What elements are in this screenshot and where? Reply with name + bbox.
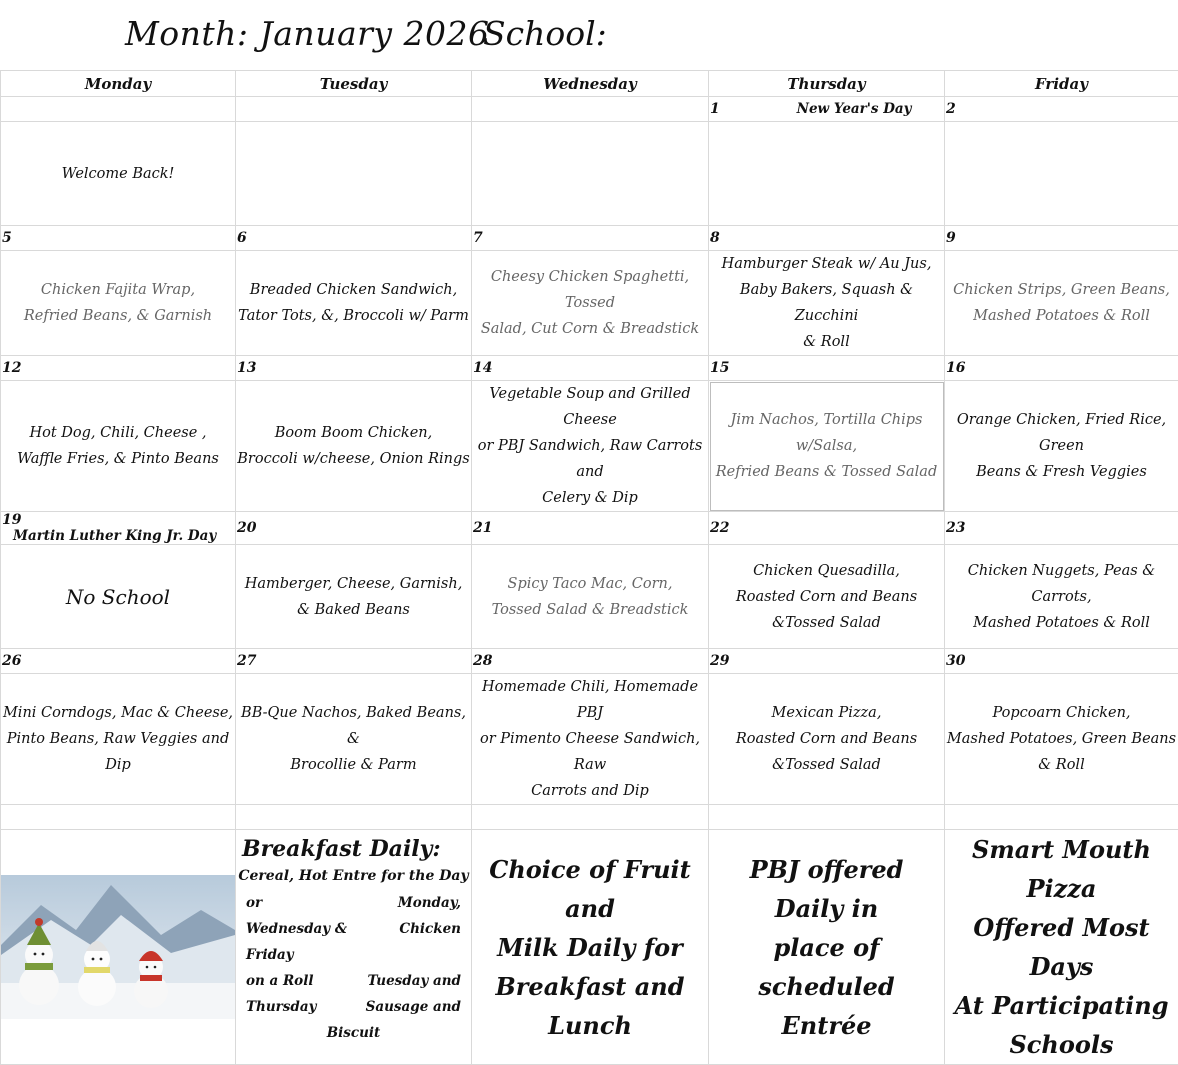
menu-line: or Pimento Cheese Sandwich, Raw bbox=[472, 726, 708, 778]
date-cell bbox=[709, 226, 945, 251]
menu-cell bbox=[945, 381, 1178, 512]
date-cell bbox=[236, 512, 472, 545]
menu-cell bbox=[472, 545, 709, 649]
date-cell bbox=[1, 356, 236, 381]
menu-line: Salad, Cut Corn & Breadstick bbox=[472, 316, 708, 342]
breakfast-text: Chicken bbox=[354, 916, 462, 968]
note-line: Entrée bbox=[715, 1006, 938, 1045]
date-number: 23 bbox=[945, 520, 965, 536]
breakfast-subtitle: Cereal, Hot Entre for the Day bbox=[236, 868, 471, 884]
note-line: Breakfast and Lunch bbox=[478, 967, 702, 1045]
menu-line: Beans & Fresh Veggies bbox=[945, 459, 1178, 485]
date-number: 8 bbox=[709, 230, 720, 246]
menu-line: Cheesy Chicken Spaghetti, Tossed bbox=[472, 264, 708, 316]
menu-cell bbox=[709, 674, 945, 805]
holiday-label: New Year's Day bbox=[797, 101, 912, 117]
date-number: 13 bbox=[236, 360, 256, 376]
spacer-cell bbox=[236, 805, 472, 830]
menu-cell bbox=[1, 674, 236, 805]
menu-line: Jim Nachos, Tortilla Chips w/Salsa, bbox=[709, 407, 944, 459]
breakfast-title: Breakfast Daily: bbox=[236, 836, 471, 862]
no-school-message: No School bbox=[1, 545, 236, 649]
menu-row bbox=[1, 122, 1178, 226]
menu-line: &Tossed Salad bbox=[709, 752, 944, 778]
menu-cell bbox=[1, 251, 236, 356]
date-cell bbox=[945, 356, 1178, 381]
date-number: 27 bbox=[236, 653, 256, 669]
menu-line: Baby Bakers, Squash & Zucchini bbox=[709, 277, 944, 329]
menu-line: BB-Que Nachos, Baked Beans, & bbox=[236, 700, 471, 752]
date-number: 30 bbox=[945, 653, 965, 669]
menu-row bbox=[1, 674, 1178, 805]
spacer-cell bbox=[472, 805, 709, 830]
date-number: 7 bbox=[472, 230, 483, 246]
menu-line: Chicken Fajita Wrap, bbox=[1, 277, 235, 303]
menu-cell bbox=[236, 545, 472, 649]
breakfast-text: or bbox=[246, 890, 354, 916]
date-number: 29 bbox=[709, 653, 729, 669]
holiday-label: Martin Luther King Jr. Day bbox=[13, 528, 216, 544]
menu-row bbox=[1, 251, 1178, 356]
menu-cell-selected bbox=[709, 381, 945, 512]
menu-line: Celery & Dip bbox=[472, 485, 708, 511]
date-number: 28 bbox=[472, 653, 492, 669]
breakfast-schedule bbox=[236, 884, 471, 1020]
date-number: 14 bbox=[472, 360, 492, 376]
calendar-header bbox=[0, 0, 1178, 70]
menu-line: Boom Boom Chicken, bbox=[236, 420, 471, 446]
date-cell bbox=[236, 97, 472, 122]
date-cell bbox=[472, 226, 709, 251]
note-line: PBJ offered Daily in bbox=[715, 850, 938, 928]
breakfast-text: Sausage and bbox=[354, 994, 462, 1020]
date-cell bbox=[1, 226, 236, 251]
footer-row bbox=[1, 830, 1178, 1065]
note-line: Offered Most Days bbox=[951, 908, 1172, 986]
menu-line: Brocollie & Parm bbox=[236, 752, 471, 778]
date-cell bbox=[472, 512, 709, 545]
menu-line: Mashed Potatoes, Green Beans bbox=[945, 726, 1178, 752]
pizza-note bbox=[945, 830, 1178, 1065]
date-cell bbox=[472, 649, 709, 674]
menu-line: & Roll bbox=[709, 329, 944, 355]
pbj-note bbox=[709, 830, 945, 1065]
date-number: 1 bbox=[709, 101, 720, 117]
breakfast-text: Monday, bbox=[354, 890, 462, 916]
breakfast-text: Thursday bbox=[246, 994, 354, 1020]
menu-line: &Tossed Salad bbox=[709, 610, 944, 636]
day-header-monday: Monday bbox=[1, 71, 236, 97]
school-label: School: bbox=[483, 14, 607, 53]
menu-line: Vegetable Soup and Grilled Cheese bbox=[472, 381, 708, 433]
menu-line: Roasted Corn and Beans bbox=[709, 584, 944, 610]
menu-line: Mashed Potatoes & Roll bbox=[945, 303, 1178, 329]
breakfast-text: Biscuit bbox=[236, 1020, 471, 1046]
day-header-wednesday: Wednesday bbox=[472, 71, 709, 97]
note-line: Smart Mouth Pizza bbox=[951, 830, 1172, 908]
note-line: At Participating bbox=[951, 986, 1172, 1025]
menu-line: Mexican Pizza, bbox=[709, 700, 944, 726]
date-row bbox=[1, 356, 1178, 381]
date-cell bbox=[236, 226, 472, 251]
menu-line: Hot Dog, Chili, Cheese , bbox=[1, 420, 235, 446]
menu-line: Orange Chicken, Fried Rice, Green bbox=[945, 407, 1178, 459]
menu-line: Hamberger, Cheese, Garnish, bbox=[236, 571, 471, 597]
date-cell bbox=[945, 226, 1178, 251]
menu-line: Carrots and Dip bbox=[472, 778, 708, 804]
menu-cell bbox=[472, 674, 709, 805]
date-cell bbox=[236, 356, 472, 381]
menu-line: Hamburger Steak w/ Au Jus, bbox=[709, 251, 944, 277]
day-header-thursday: Thursday bbox=[709, 71, 945, 97]
menu-line: Waffle Fries, & Pinto Beans bbox=[1, 446, 235, 472]
fruit-milk-note bbox=[472, 830, 709, 1065]
note-line: place of scheduled bbox=[715, 928, 938, 1006]
spacer-cell bbox=[709, 805, 945, 830]
date-cell bbox=[1, 97, 236, 122]
note-line: Choice of Fruit and bbox=[478, 850, 702, 928]
date-cell bbox=[709, 649, 945, 674]
date-number: 6 bbox=[236, 230, 247, 246]
date-number: 16 bbox=[945, 360, 965, 376]
date-cell bbox=[945, 97, 1178, 122]
date-cell bbox=[1, 512, 236, 545]
date-cell bbox=[709, 512, 945, 545]
menu-cell bbox=[1, 381, 236, 512]
date-cell bbox=[709, 97, 945, 122]
spacer-cell bbox=[1, 805, 236, 830]
weekday-header-row bbox=[1, 71, 1178, 97]
menu-line: Tossed Salad & Breadstick bbox=[472, 597, 708, 623]
date-cell bbox=[472, 356, 709, 381]
menu-line: Refried Beans & Tossed Salad bbox=[709, 459, 944, 485]
menu-line: Broccoli w/cheese, Onion Rings bbox=[236, 446, 471, 472]
menu-line: Spicy Taco Mac, Corn, bbox=[472, 571, 708, 597]
menu-line: Homemade Chili, Homemade PBJ bbox=[472, 674, 708, 726]
menu-line: Chicken Strips, Green Beans, bbox=[945, 277, 1178, 303]
note-line: Milk Daily for bbox=[478, 928, 702, 967]
menu-cell bbox=[236, 674, 472, 805]
date-cell bbox=[709, 356, 945, 381]
menu-cell bbox=[236, 122, 472, 226]
menu-line: or PBJ Sandwich, Raw Carrots and bbox=[472, 433, 708, 485]
spacer-cell bbox=[945, 805, 1178, 830]
menu-line: Tator Tots, &, Broccoli w/ Parm bbox=[236, 303, 471, 329]
month-title: Month: January 2026 bbox=[125, 14, 490, 53]
menu-cell bbox=[236, 251, 472, 356]
date-number: 22 bbox=[709, 520, 729, 536]
note-line: Schools bbox=[951, 1025, 1172, 1064]
date-number: 2 bbox=[945, 101, 956, 117]
menu-row bbox=[1, 381, 1178, 512]
menu-cell bbox=[472, 251, 709, 356]
breakfast-text: on a Roll bbox=[246, 968, 354, 994]
snowmen-image-cell bbox=[1, 830, 236, 1065]
date-number: 5 bbox=[1, 230, 12, 246]
date-row bbox=[1, 97, 1178, 122]
breakfast-text: Tuesday and bbox=[354, 968, 462, 994]
date-row bbox=[1, 649, 1178, 674]
date-cell bbox=[945, 649, 1178, 674]
breakfast-text: Wednesday & Friday bbox=[246, 916, 354, 968]
snowmen-image bbox=[1, 875, 235, 1019]
day-header-friday: Friday bbox=[945, 71, 1178, 97]
date-number: 9 bbox=[945, 230, 956, 246]
date-number: 19 bbox=[1, 512, 21, 528]
date-number: 15 bbox=[709, 360, 729, 376]
menu-cell bbox=[945, 545, 1178, 649]
date-number: 20 bbox=[236, 520, 256, 536]
date-number: 21 bbox=[472, 520, 492, 536]
menu-cell bbox=[472, 381, 709, 512]
menu-line: Pinto Beans, Raw Veggies and Dip bbox=[1, 726, 235, 778]
date-cell bbox=[472, 97, 709, 122]
menu-cell bbox=[945, 122, 1178, 226]
menu-cell bbox=[945, 251, 1178, 356]
menu-line: Roasted Corn and Beans bbox=[709, 726, 944, 752]
date-cell bbox=[945, 512, 1178, 545]
menu-row bbox=[1, 545, 1178, 649]
menu-line: & Roll bbox=[945, 752, 1178, 778]
date-row bbox=[1, 226, 1178, 251]
menu-line: Chicken Quesadilla, bbox=[709, 558, 944, 584]
menu-line: Mini Corndogs, Mac & Cheese, bbox=[1, 700, 235, 726]
menu-cell bbox=[472, 122, 709, 226]
menu-cell bbox=[709, 545, 945, 649]
welcome-message: Welcome Back! bbox=[1, 122, 236, 226]
date-number: 26 bbox=[1, 653, 21, 669]
menu-line: Refried Beans, & Garnish bbox=[1, 303, 235, 329]
day-header-tuesday: Tuesday bbox=[236, 71, 472, 97]
menu-line: Breaded Chicken Sandwich, bbox=[236, 277, 471, 303]
menu-cell bbox=[709, 251, 945, 356]
menu-cell bbox=[236, 381, 472, 512]
spacer-row bbox=[1, 805, 1178, 830]
menu-line: Chicken Nuggets, Peas & Carrots, bbox=[945, 558, 1178, 610]
date-row bbox=[1, 512, 1178, 545]
menu-line: Mashed Potatoes & Roll bbox=[945, 610, 1178, 636]
menu-cell bbox=[945, 674, 1178, 805]
date-cell bbox=[1, 649, 236, 674]
date-cell bbox=[236, 649, 472, 674]
breakfast-cell bbox=[236, 830, 472, 1065]
menu-line: Popcoarn Chicken, bbox=[945, 700, 1178, 726]
date-number: 12 bbox=[1, 360, 21, 376]
menu-line: & Baked Beans bbox=[236, 597, 471, 623]
menu-cell bbox=[709, 122, 945, 226]
menu-calendar bbox=[0, 70, 1178, 1065]
